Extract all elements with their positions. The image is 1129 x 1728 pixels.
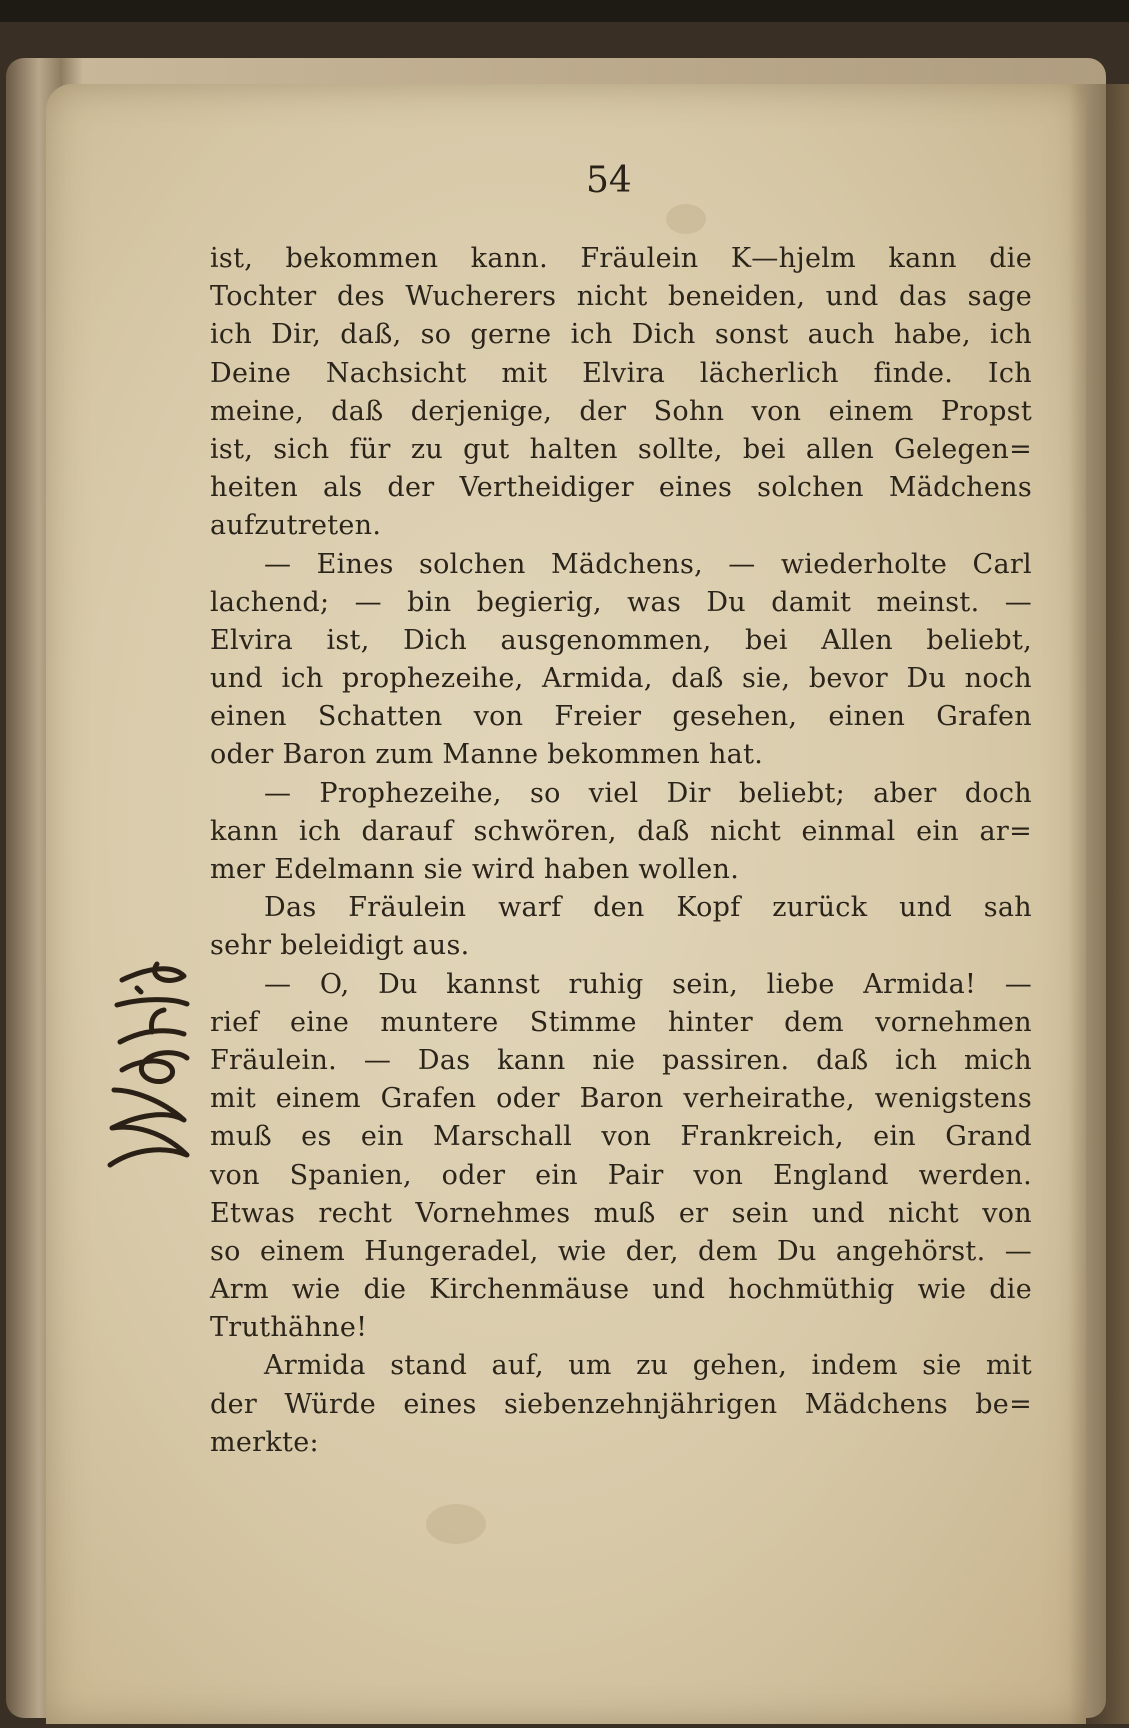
text-line: Truthähne!	[210, 1312, 368, 1344]
text-line: aufzutreten.	[210, 510, 382, 542]
text-line: heiten als der Vertheidiger eines solchen Mädchens	[210, 472, 1032, 504]
text-line: merkte:	[210, 1426, 319, 1458]
text-line: Tochter des Wucherers nicht beneiden, und das sage	[210, 281, 1032, 313]
text-line: — Prophezeihe, so viel Dir beliebt; aber doch	[264, 777, 1032, 809]
handwritten-signature-marie	[92, 950, 202, 1180]
text-line: Armida stand auf, um zu gehen, indem sie mit	[264, 1350, 1032, 1382]
text-line: — Eines solchen Mädchens, — wiederholte Carl	[264, 548, 1032, 580]
text-line: oder Baron zum Manne bekommen hat.	[210, 739, 764, 771]
text-line: ist, sich für zu gut halten sollte, bei allen Gelegen=	[210, 433, 1032, 465]
text-line: Deine Nachsicht mit Elvira lächerlich finde. Ich	[210, 357, 1032, 389]
text-line: sehr beleidigt aus.	[210, 930, 470, 962]
text-line: mit einem Grafen oder Baron verheirathe, wenigstens	[210, 1083, 1032, 1115]
body-text	[210, 240, 1032, 1462]
text-line: Etwas recht Vornehmes muß er sein und nicht von	[210, 1197, 1032, 1229]
text-line: muß es ein Marschall von Frankreich, ein Grand	[210, 1121, 1032, 1153]
text-line: Elvira ist, Dich ausgenommen, bei Allen beliebt,	[210, 624, 1032, 656]
text-line: lachend; — bin begierig, was Du damit meinst. —	[210, 586, 1032, 618]
text-line: mer Edelmann sie wird haben wollen.	[210, 854, 740, 885]
text-line: ist, bekommen kann. Fräulein K—hjelm kann die	[210, 243, 1032, 274]
text-line: — O, Du kannst ruhig sein, liebe Armida! —	[264, 968, 1032, 1000]
text-line: einen Schatten von Freier gesehen, einen Grafen	[210, 701, 1032, 733]
paper-stain	[426, 1504, 486, 1544]
text-line: Das Fräulein warf den Kopf zurück und sah	[264, 892, 1032, 924]
page-gutter-shadow	[1069, 84, 1129, 1724]
handwritten-margin-note	[92, 950, 202, 1180]
text-line: von Spanien, oder ein Pair von England werden.	[210, 1159, 1032, 1191]
text-line: so einem Hungeradel, wie der, dem Du angehörst. —	[210, 1235, 1032, 1267]
text-line: ich Dir, daß, so gerne ich Dich sonst auch habe, ich	[210, 319, 1032, 351]
text-line: Fräulein. — Das kann nie passiren. daß ich mich	[210, 1044, 1032, 1076]
text-line: der Würde eines siebenzehnjährigen Mädchens be=	[210, 1388, 1032, 1420]
paper-stain	[666, 204, 706, 234]
text-line: rief eine muntere Stimme hinter dem vornehmen	[210, 1006, 1032, 1038]
text-line: Arm wie die Kirchenmäuse und hochmüthig wie die	[210, 1274, 1032, 1306]
text-line: kann ich darauf schwören, daß nicht einmal ein ar=	[210, 815, 1032, 847]
text-line: und ich prophezeihe, Armida, daß sie, bevor Du noch	[210, 663, 1032, 695]
page-number: 54	[586, 160, 632, 201]
text-line: meine, daß derjenige, der Sohn von einem Propst	[210, 395, 1032, 427]
